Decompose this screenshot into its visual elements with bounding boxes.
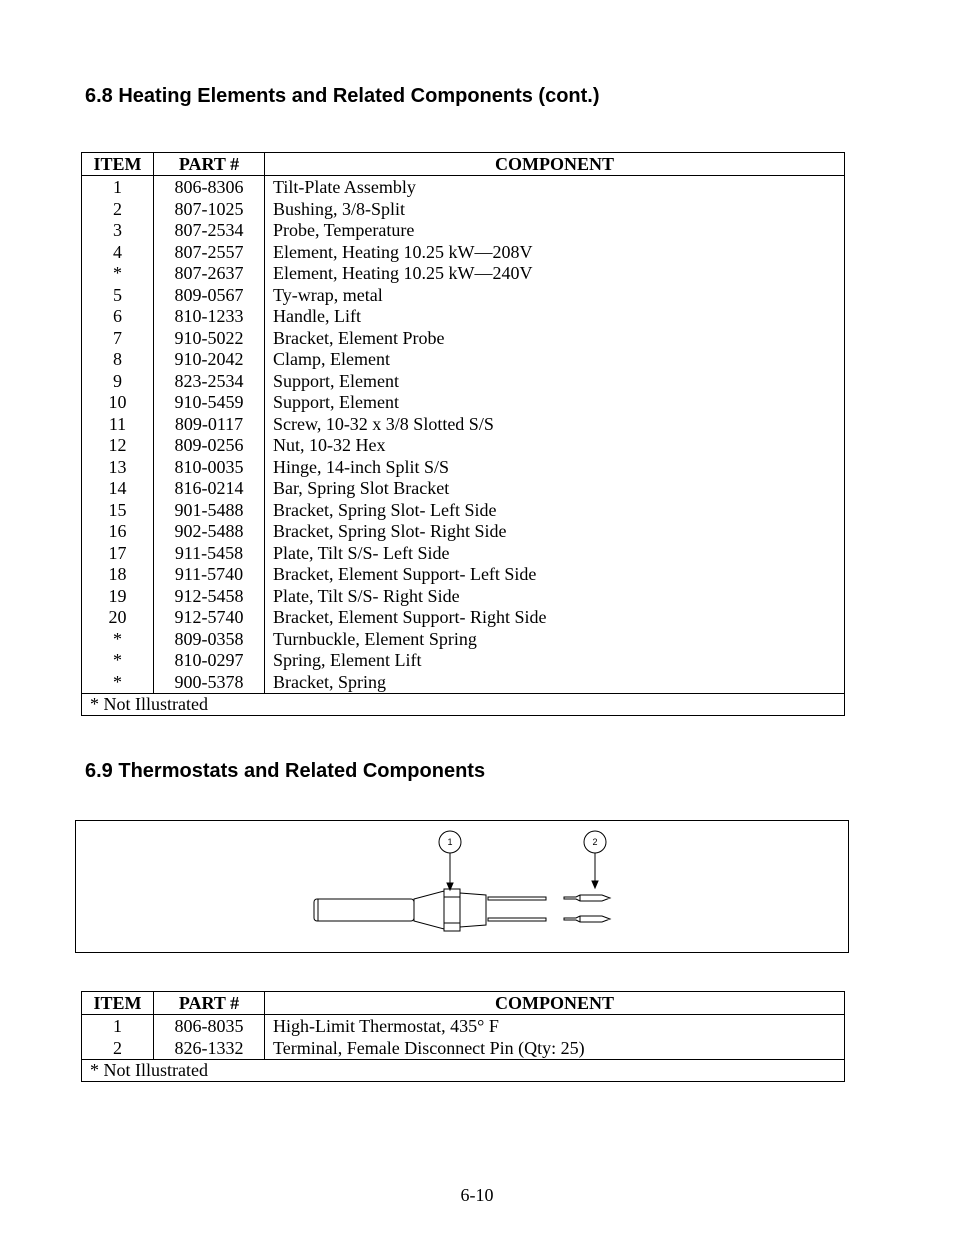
- item-cell: 11: [82, 414, 154, 436]
- component-cell: Bracket, Spring Slot- Right Side: [265, 521, 845, 543]
- table-row: [82, 629, 845, 651]
- component-cell: Bushing, 3/8-Split: [265, 199, 845, 221]
- table-row: [82, 521, 845, 543]
- section-title-thermostats: 6.9 Thermostats and Related Components: [85, 760, 486, 782]
- item-cell: 1: [82, 176, 154, 199]
- item-cell: 16: [82, 521, 154, 543]
- part-number-cell: 910-5022: [154, 328, 265, 350]
- part-number-cell: 911-5740: [154, 564, 265, 586]
- component-cell: Spring, Element Lift: [265, 650, 845, 672]
- table-footnote-row: [82, 1060, 845, 1082]
- part-number-cell: 911-5458: [154, 543, 265, 565]
- table-row: [82, 306, 845, 328]
- part-number-cell: 901-5488: [154, 500, 265, 522]
- part-number-cell: 816-0214: [154, 478, 265, 500]
- table-row: [82, 176, 845, 199]
- part-number-cell: 806-8035: [154, 1015, 265, 1038]
- table-row: [82, 328, 845, 350]
- item-cell: 3: [82, 220, 154, 242]
- header-component: COMPONENT: [265, 992, 845, 1015]
- table-row: [82, 199, 845, 221]
- part-number-cell: 807-2557: [154, 242, 265, 264]
- table-row: [82, 607, 845, 629]
- thermostat-diagram: [75, 820, 849, 953]
- part-number-cell: 910-2042: [154, 349, 265, 371]
- table-header-row: [82, 153, 845, 176]
- parts-table-heating-elements: [81, 152, 845, 716]
- item-cell: 8: [82, 349, 154, 371]
- part-number-cell: 807-2637: [154, 263, 265, 285]
- table-row: [82, 672, 845, 694]
- footnote: * Not Illustrated: [82, 1060, 845, 1082]
- table-row: [82, 543, 845, 565]
- table-row: [82, 586, 845, 608]
- item-cell: 12: [82, 435, 154, 457]
- component-cell: Turnbuckle, Element Spring: [265, 629, 845, 651]
- component-cell: Screw, 10-32 x 3/8 Slotted S/S: [265, 414, 845, 436]
- table-footnote-row: [82, 694, 845, 716]
- part-number-cell: 910-5459: [154, 392, 265, 414]
- part-number-cell: 902-5488: [154, 521, 265, 543]
- component-cell: Bracket, Element Support- Right Side: [265, 607, 845, 629]
- item-cell: 13: [82, 457, 154, 479]
- item-cell: *: [82, 629, 154, 651]
- component-cell: Terminal, Female Disconnect Pin (Qty: 25): [265, 1038, 845, 1060]
- part-number-cell: 810-0297: [154, 650, 265, 672]
- item-cell: 9: [82, 371, 154, 393]
- component-cell: Clamp, Element: [265, 349, 845, 371]
- part-number-cell: 823-2534: [154, 371, 265, 393]
- table-body: [82, 1015, 845, 1060]
- item-cell: 7: [82, 328, 154, 350]
- header-item: ITEM: [82, 992, 154, 1015]
- component-cell: Bar, Spring Slot Bracket: [265, 478, 845, 500]
- component-cell: Bracket, Spring Slot- Left Side: [265, 500, 845, 522]
- table-row: [82, 435, 845, 457]
- item-cell: 1: [82, 1015, 154, 1038]
- table-row: [82, 478, 845, 500]
- component-cell: Element, Heating 10.25 kW—240V: [265, 263, 845, 285]
- pin-bottom: [488, 918, 546, 921]
- table-row: [82, 392, 845, 414]
- part-number-cell: 912-5458: [154, 586, 265, 608]
- component-cell: Plate, Tilt S/S- Left Side: [265, 543, 845, 565]
- part-number-cell: 809-0117: [154, 414, 265, 436]
- thermostat-drawing: [76, 821, 848, 952]
- item-cell: *: [82, 672, 154, 694]
- table-body: [82, 176, 845, 694]
- item-cell: 18: [82, 564, 154, 586]
- part-number-cell: 807-1025: [154, 199, 265, 221]
- table-row: [82, 457, 845, 479]
- table-row: [82, 564, 845, 586]
- table-row: [82, 349, 845, 371]
- item-cell: 2: [82, 199, 154, 221]
- component-cell: Bracket, Spring: [265, 672, 845, 694]
- item-cell: 19: [82, 586, 154, 608]
- item-cell: 5: [82, 285, 154, 307]
- table-header-row: [82, 992, 845, 1015]
- item-cell: 10: [82, 392, 154, 414]
- page-number: 6-10: [460, 1185, 494, 1205]
- component-cell: Support, Element: [265, 371, 845, 393]
- part-number-cell: 809-0567: [154, 285, 265, 307]
- table-row: [82, 1015, 845, 1038]
- table-row: [82, 371, 845, 393]
- item-cell: *: [82, 263, 154, 285]
- component-cell: Bracket, Element Support- Left Side: [265, 564, 845, 586]
- item-cell: *: [82, 650, 154, 672]
- terminal-top: [564, 895, 610, 901]
- section-title-heating-elements: 6.8 Heating Elements and Related Components (cont.): [85, 85, 600, 107]
- part-number-cell: 806-8306: [154, 176, 265, 199]
- component-cell: Hinge, 14-inch Split S/S: [265, 457, 845, 479]
- hex-nut: [444, 889, 460, 931]
- item-cell: 4: [82, 242, 154, 264]
- item-cell: 15: [82, 500, 154, 522]
- part-number-cell: 900-5378: [154, 672, 265, 694]
- component-cell: Ty-wrap, metal: [265, 285, 845, 307]
- table-row: [82, 285, 845, 307]
- footnote: * Not Illustrated: [82, 694, 845, 716]
- table-row: [82, 1038, 845, 1060]
- table-row: [82, 220, 845, 242]
- header-part-number: PART #: [154, 992, 265, 1015]
- component-cell: Nut, 10-32 Hex: [265, 435, 845, 457]
- probe-taper: [414, 891, 444, 929]
- table-row: [82, 242, 845, 264]
- part-number-cell: 912-5740: [154, 607, 265, 629]
- insulator: [460, 893, 486, 927]
- header-item: ITEM: [82, 153, 154, 176]
- component-cell: High-Limit Thermostat, 435° F: [265, 1015, 845, 1038]
- item-cell: 6: [82, 306, 154, 328]
- item-cell: 2: [82, 1038, 154, 1060]
- component-cell: Element, Heating 10.25 kW—208V: [265, 242, 845, 264]
- pin-top: [488, 897, 546, 900]
- part-number-cell: 810-1233: [154, 306, 265, 328]
- callout-label-2: 2: [592, 837, 598, 847]
- parts-table-thermostats: [81, 991, 845, 1082]
- component-cell: Plate, Tilt S/S- Right Side: [265, 586, 845, 608]
- probe-body: [314, 899, 414, 921]
- header-part-number: PART #: [154, 153, 265, 176]
- table-row: [82, 500, 845, 522]
- table-row: [82, 414, 845, 436]
- component-cell: Probe, Temperature: [265, 220, 845, 242]
- part-number-cell: 807-2534: [154, 220, 265, 242]
- item-cell: 20: [82, 607, 154, 629]
- table-row: [82, 263, 845, 285]
- component-cell: Support, Element: [265, 392, 845, 414]
- part-number-cell: 810-0035: [154, 457, 265, 479]
- table-row: [82, 650, 845, 672]
- part-number-cell: 809-0358: [154, 629, 265, 651]
- component-cell: Tilt-Plate Assembly: [265, 176, 845, 199]
- component-cell: Handle, Lift: [265, 306, 845, 328]
- terminal-bottom: [564, 916, 610, 922]
- header-component: COMPONENT: [265, 153, 845, 176]
- callout-label-1: 1: [447, 837, 453, 847]
- part-number-cell: 826-1332: [154, 1038, 265, 1060]
- item-cell: 17: [82, 543, 154, 565]
- component-cell: Bracket, Element Probe: [265, 328, 845, 350]
- part-number-cell: 809-0256: [154, 435, 265, 457]
- item-cell: 14: [82, 478, 154, 500]
